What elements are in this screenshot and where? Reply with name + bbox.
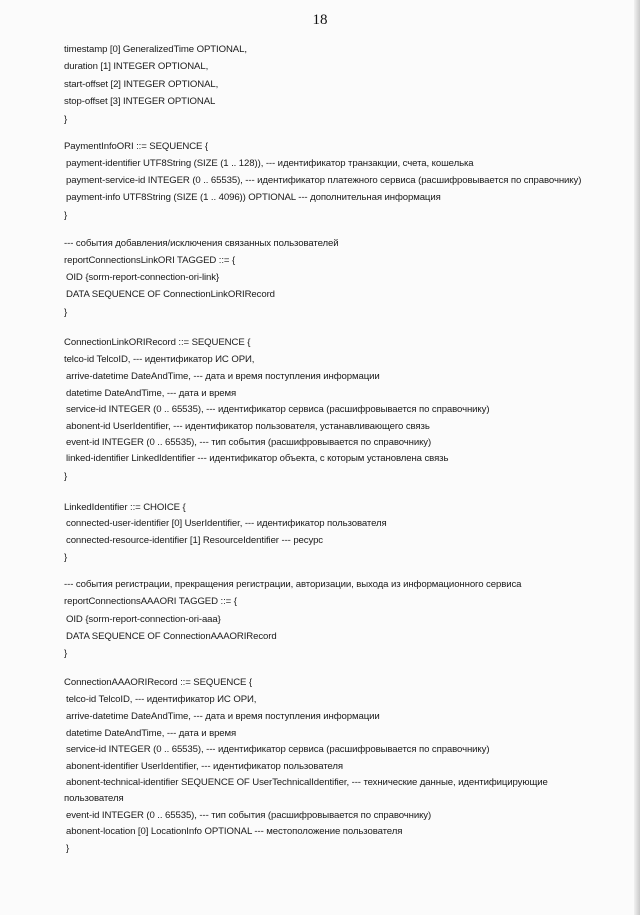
text-line: }: [64, 307, 68, 318]
text-line: connected-user-identifier [0] UserIdentifier, --- идентификатор пользователя: [66, 518, 387, 529]
text-line: }: [64, 114, 68, 125]
text-line: }: [64, 648, 68, 659]
text-line: payment-service-id INTEGER (0 .. 65535), --- идентификатор платежного сервиса (расшифровывается по справочнику): [66, 175, 582, 186]
text-line: telco-id TelcoID, --- идентификатор ИС ОРИ,: [66, 694, 257, 705]
text-line: reportConnectionsAAAORI TAGGED ::= {: [64, 596, 237, 607]
text-line: --- события добавления/исключения связанных пользователей: [64, 238, 339, 249]
text-line: datetime DateAndTime, --- дата и время: [66, 388, 237, 399]
text-line: datetime DateAndTime, --- дата и время: [66, 728, 237, 739]
text-line: abonent-technical-identifier SEQUENCE OF UserTechnicalIdentifier, --- технические данные, идентифицирующие: [66, 777, 548, 788]
text-line: abonent-identifier UserIdentifier, --- идентификатор пользователя: [66, 761, 343, 772]
text-line: service-id INTEGER (0 .. 65535), --- идентификатор сервиса (расшифровывается по справочнику): [66, 744, 490, 755]
text-line: LinkedIdentifier ::= CHOICE {: [64, 502, 186, 513]
text-line: ConnectionAAAORIRecord ::= SEQUENCE {: [64, 677, 252, 688]
text-line: }: [64, 210, 68, 221]
text-line: payment-identifier UTF8String (SIZE (1 .. 128)), --- идентификатор транзакции, счета, кошелька: [66, 158, 474, 169]
text-line: connected-resource-identifier [1] ResourceIdentifier --- ресурс: [66, 535, 324, 546]
text-line: linked-identifier LinkedIdentifier --- идентификатор объекта, с которым установлена связь: [66, 453, 449, 464]
text-line: пользователя: [64, 793, 124, 804]
text-line: service-id INTEGER (0 .. 65535), --- идентификатор сервиса (расшифровывается по справочнику): [66, 404, 490, 415]
text-line: abonent-id UserIdentifier, --- идентификатор пользователя, устанавливающего связь: [66, 421, 430, 432]
text-line: PaymentInfoORI ::= SEQUENCE {: [64, 141, 208, 152]
text-line: event-id INTEGER (0 .. 65535), --- тип события (расшифровывается по справочнику): [66, 810, 432, 821]
text-line: }: [64, 552, 68, 563]
text-line: OID {sorm-report-connection-ori-link}: [66, 272, 220, 283]
text-line: arrive-datetime DateAndTime, --- дата и время поступления информации: [66, 371, 380, 382]
text-line: telco-id TelcoID, --- идентификатор ИС ОРИ,: [64, 354, 255, 365]
text-line: --- события регистрации, прекращения регистрации, авторизации, выхода из информационного сервиса: [64, 579, 522, 590]
text-line: start-offset [2] INTEGER OPTIONAL,: [64, 79, 219, 90]
text-line: duration [1] INTEGER OPTIONAL,: [64, 61, 209, 72]
text-line: abonent-location [0] LocationInfo OPTIONAL --- местоположение пользователя: [66, 826, 403, 837]
page-number: 18: [312, 12, 328, 28]
text-line: }: [64, 471, 68, 482]
text-line: payment-info UTF8String (SIZE (1 .. 4096)) OPTIONAL --- дополнительная информация: [66, 192, 441, 203]
text-line: OID {sorm-report-connection-ori-aaa}: [66, 614, 221, 625]
text-line: DATA SEQUENCE OF ConnectionAAAORIRecord: [66, 631, 277, 642]
text-line: DATA SEQUENCE OF ConnectionLinkORIRecord: [66, 289, 275, 300]
text-line: timestamp [0] GeneralizedTime OPTIONAL,: [64, 44, 247, 55]
page-edge-shadow: [634, 0, 640, 915]
text-line: }: [66, 843, 70, 854]
text-line: reportConnectionsLinkORI TAGGED ::= {: [64, 255, 236, 266]
text-line: ConnectionLinkORIRecord ::= SEQUENCE {: [64, 337, 251, 348]
text-line: event-id INTEGER (0 .. 65535), --- тип события (расшифровывается по справочнику): [66, 437, 432, 448]
text-line: arrive-datetime DateAndTime, --- дата и время поступления информации: [66, 711, 380, 722]
text-line: stop-offset [3] INTEGER OPTIONAL: [64, 96, 216, 107]
